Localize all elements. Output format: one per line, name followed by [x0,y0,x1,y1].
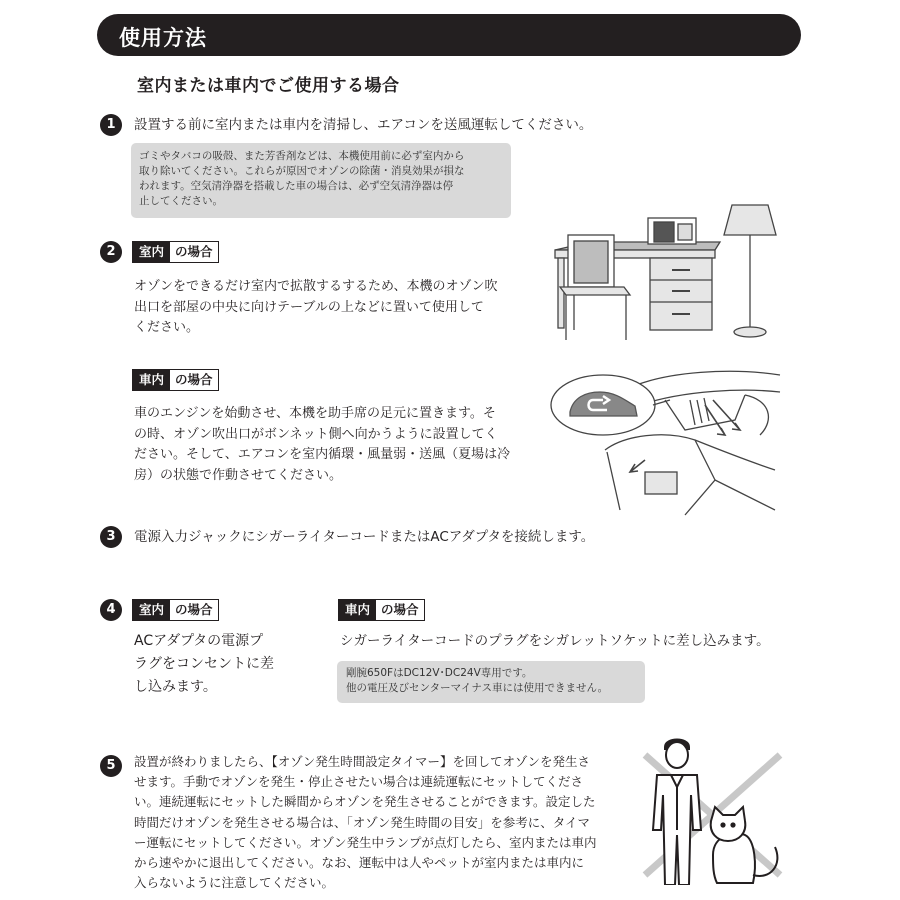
step-4-note [337,661,645,703]
room-tag [132,599,219,621]
note-line: われます。空気清浄器を搭載した車の場合は、必ず空気清浄器は停 [139,180,454,192]
car-tag-suffix: の場合 [175,372,213,387]
step-3-number: 3 [100,526,122,548]
page-subtitle: 室内または車内でご使用する場合 [137,76,400,96]
text-line: 設置が終わりましたら、【オゾン発生時間設定タイマー】を回してオゾンを発生さ [134,754,591,769]
text-line: から速やかに退出してください。なお、運転中は人やペットが室内または車内に [134,855,585,871]
room-tag-label: 室内 [133,600,170,620]
room-tag-suffix: の場合 [175,602,213,617]
section-header [97,14,801,56]
note-line: 止してください。 [139,195,223,207]
text-line: ー運転にセットしてください。オゾン発生中ランプが点灯したら、室内または車内 [134,834,597,850]
step-3-text: 電源入力ジャックにシガーライターコードまたはACアダプタを接続します。 [134,529,595,545]
step-1-number: 1 [100,114,122,136]
no-entry-illustration [635,735,795,885]
step-2-number: 2 [100,241,122,263]
note-line: ゴミやタバコの吸殻、また芳香剤などは、本機使用前に必ず室内から [139,150,465,162]
room-tag-label: 室内 [133,242,170,262]
step-1-note [131,143,511,218]
car-tag [132,369,219,391]
room-tag [132,241,219,263]
text-line: せます。手動でオゾンを発生・停止させたい場合は連続運転にセットしてくださ [134,774,584,790]
note-line: 取り除いてください。これらが原因でオゾンの除菌・消臭効果が損な [139,165,465,177]
step-4-car-text: シガーライターコードのプラグをシガレットソケットに差し込みます。 [340,633,770,649]
car-illustration [545,360,785,520]
text-line: 房）の状態で作動させてください。 [134,467,343,483]
text-line: 時間だけオゾンを発生させる場合は、「オゾン発生時間の目安」を参考に、タイマ [134,814,591,830]
text-line: ラグをコンセントに差 [134,656,274,672]
step-1-text: 設置する前に室内または車内を清掃し、エアコンを送風運転してください。 [134,117,593,133]
text-line: の時、オゾン吹出口がボンネット側へ向かうように設置してく [134,426,498,442]
step-2-room-text [134,277,497,339]
text-line: 車のエンジンを始動させ、本機を助手席の足元に置きます。そ [134,406,496,421]
car-tag-label: 車内 [133,370,170,390]
car-tag-suffix: の場合 [381,602,419,617]
car-tag [338,599,425,621]
text-line: 出口を部屋の中央に向けテーブルの上などに置いて使用して [134,299,484,315]
step-2-car-text [134,404,510,486]
step-4-room-text [134,630,274,699]
text-line: ください。 [134,320,200,335]
step-5-number: 5 [100,755,122,777]
text-line: ださい。そして、エアコンを室内循環・風量弱・送風（夏場は冷 [134,447,511,462]
note-line: 他の電圧及びセンターマイナス車には使用できません。 [346,682,609,694]
section-title: 使用方法 [119,26,207,50]
room-tag-suffix: の場合 [175,244,213,259]
text-line: オゾンをできるだけ室内で拡散するするため、本機のオゾン吹 [134,279,498,294]
note-line: 剛腕650FはDC12V･DC24V専用です。 [346,667,533,679]
step-4-number: 4 [100,599,122,621]
text-line: し込みます。 [134,679,217,695]
step-5-text [134,752,597,893]
text-line: 入らないように注意してください。 [134,875,335,891]
room-illustration [550,190,790,345]
text-line: ACアダプタの電源プ [134,633,264,649]
car-tag-label: 車内 [339,600,376,620]
text-line: い。連続運転にセットした瞬間からオゾンを発生させることができます。設定した [134,794,596,810]
